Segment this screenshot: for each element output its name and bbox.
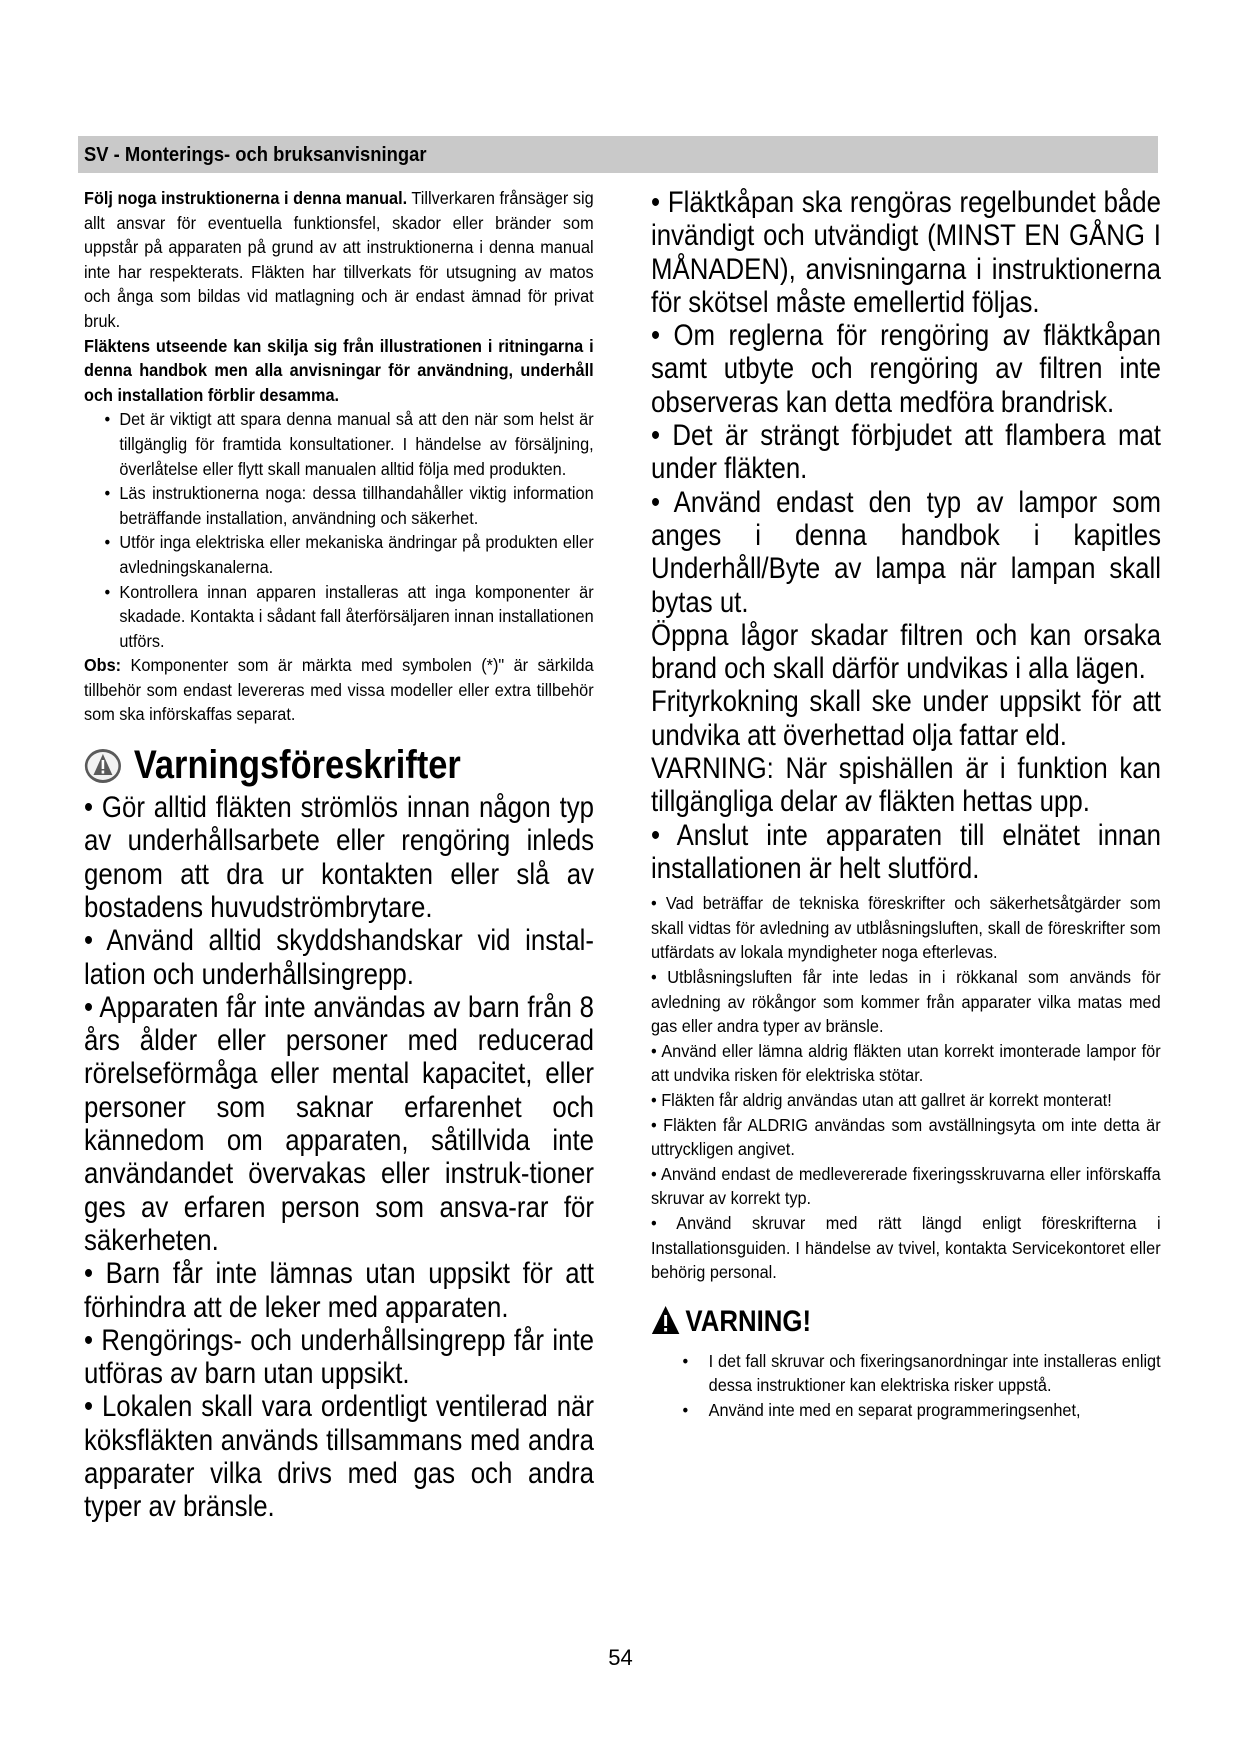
varning-title: VARNING! xyxy=(685,1304,812,1338)
obs-note xyxy=(84,653,594,727)
warning-triangle-icon xyxy=(651,1305,680,1335)
left-column xyxy=(84,186,594,1524)
note-item: • Använd skruvar med rätt längd enligt föreskrifterna i Installationsguiden. I händelse av tvivel, kontakta Servicekontoret eller behörig personal. xyxy=(651,1212,1161,1283)
note-item: • Använd eller lämna aldrig fläkten utan korrekt imonterade lampor för att undvika risken för elektriska stötar. xyxy=(651,1040,1161,1086)
obs-text: Komponenter som är märkta med symbolen (*)" är särkilda tillbehör som endast levereras med vissa modeller eller extra tillbehör som ska införskaffas separat. xyxy=(84,655,594,725)
right-column xyxy=(651,186,1161,1423)
list-item: • I det fall skruvar och fixeringsanordningar inte installeras enligt dessa instruktioner kan elektriska risker uppstå. xyxy=(682,1350,1161,1396)
maintenance-item: VARNING: När spishällen är i funktion kan tillgängliga delar av fläkten hettas upp. xyxy=(651,752,1161,819)
maintenance-item: Öppna lågor skadar filtren och kan orsaka brand och skall därför undvikas i alla lägen. xyxy=(651,618,1161,686)
maintenance-item: • Använd endast den typ av lampor som anges i denna handbok i kapitles Underhåll/Byte av lampa när lampan skall bytas ut. xyxy=(651,485,1161,619)
appearance-note xyxy=(84,334,594,408)
varning-item-text: Använd inte med en separat programmeringsenhet, xyxy=(708,1399,1081,1420)
varning-list xyxy=(651,1349,1161,1423)
maintenance-item: • Anslut inte apparaten till elnätet innan installationen är helt slutförd. xyxy=(651,818,1161,885)
warning-item: • Rengörings- och underhållsingrepp får inte utföras av barn utan uppsikt. xyxy=(84,1323,594,1391)
note-item: • Vad beträffar de tekniska föreskrifter och säkerhetsåtgärder som skall vidtas för avledning av utblåsningsluften, skall de föreskrifter som utfärdats av lokala myndigheter noga efterlevas. xyxy=(651,893,1161,963)
note-item: • Fläkten får ALDRIG användas som avställningsyta om inte detta är uttryckligen angivet. xyxy=(651,1114,1161,1160)
obs-label: Obs: xyxy=(84,655,122,676)
maintenance-item: • Fläktkåpan ska rengöras regelbundet både invändigt och utvändigt (MINST EN GÅNG I MÅNADEN), anvisningarna i instruktionerna för skötsel måste emellertid följas. xyxy=(651,186,1161,319)
technical-notes xyxy=(651,891,1161,1285)
warning-item: • Barn får inte lämnas utan uppsikt för att förhindra att de leker med apparaten. xyxy=(84,1257,594,1324)
warnings-title: Varningsföreskrifter xyxy=(133,743,461,787)
list-item: • Läs instruktionerna noga: dessa tillhandahåller viktig information beträffande installation, användning och säkerhet. xyxy=(84,481,594,530)
note-item: • Utblåsningsluften får inte ledas in i rökkanal som används för avledning av rökångor som kommer från apparater vilka matas med gas eller andra typer av bränsle. xyxy=(651,967,1161,1037)
page-number: 54 xyxy=(608,1645,633,1670)
appearance-bold-text: Fläktens utseende kan skilja sig från illustrationen i ritningarna i denna handbok men alla anvisningar för användning, underhåll och installation förblir desamma. xyxy=(84,335,594,405)
intro-section xyxy=(84,186,594,727)
maintenance-item: • Om reglerna för rengöring av fläktkåpan samt utbyte och rengöring av filtren inte observeras kan detta medföra brandrisk. xyxy=(651,319,1161,419)
maintenance-item: • Det är strängt förbjudet att flambera mat under fläkten. xyxy=(651,419,1161,486)
intro-text: Tillverkaren frånsäger sig allt ansvar för eventuella funktionsfel, skador eller bränder som uppstår på apparaten på grund av att instruktionerna i denna manual inte har respekterats. Fläkten har tillverkats för utsugning av matos och ånga som bildas vid matlagning och är endast ämnad för privat bruk. xyxy=(84,188,594,331)
varning-heading xyxy=(651,1305,1090,1345)
intro-paragraph xyxy=(84,186,594,334)
intro-bold-text: Följ noga instruktionerna i denna manual. xyxy=(84,188,408,208)
warning-item: • Apparaten får inte användas av barn från 8 års ålder eller personer med reducerad rörelseförmåga eller mental kapacitet, eller personer som saknar erfarenhet och kännedom om apparaten, såtillvida inte användandet övervakas eller instruk-tioner ges av erfaren person som ansva-rar för säkerheten. xyxy=(84,990,594,1257)
varning-item-text: I det fall skruvar och fixeringsanordningar inte installeras enligt dessa instruktioner kan elektriska risker uppstå. xyxy=(708,1350,1161,1396)
warnings-list xyxy=(84,791,594,1524)
warning-item: • Lokalen skall vara ordentligt ventilerad när köksfläkten används tillsammans med andra apparater vilka drivs med gas och andra typer av bränsle. xyxy=(84,1390,594,1524)
list-item: • Använd inte med en separat programmeringsenhet, xyxy=(682,1399,1081,1420)
list-item: • Kontrollera innan apparen installeras att inga komponenter är skadade. Kontakta i sådant fall återförsäljaren innan installationen utförs. xyxy=(84,580,594,654)
warning-circle-icon xyxy=(84,748,122,784)
list-item: • Utför inga elektriska eller mekaniska ändringar på produkten eller avledningskanalerna. xyxy=(84,530,594,579)
warnings-heading xyxy=(84,741,600,789)
maintenance-list xyxy=(651,186,1161,885)
section-title: SV - Monterings- och bruksanvisningar xyxy=(84,144,427,166)
section-header-bar xyxy=(78,136,1158,173)
note-item: • Använd endast de medlevererade fixeringsskruvarna eller införskaffa skruvar av korrekt typ. xyxy=(651,1163,1161,1209)
maintenance-item: Frityrkokning skall ske under uppsikt för att undvika att överhettad olja fattar eld. xyxy=(651,685,1161,752)
list-item: • Det är viktigt att spara denna manual så att den när som helst är tillgänglig för framtida konsultationer. I händelse av försäljning, överlåtelse eller flytt skall manualen alltid följa med produkten. xyxy=(84,407,594,481)
note-item: • Fläkten får aldrig användas utan att gallret är korrekt monterat! xyxy=(651,1089,1112,1110)
warning-item: • Gör alltid fläkten strömlös innan någon typ av underhållsarbete eller rengöring inleds genom att dra ur kontakten eller slå av bostadens huvudströmbrytare. xyxy=(84,791,594,924)
warning-item: • Använd alltid skyddshandskar vid instal-lation och underhållsingrepp. xyxy=(84,924,594,991)
